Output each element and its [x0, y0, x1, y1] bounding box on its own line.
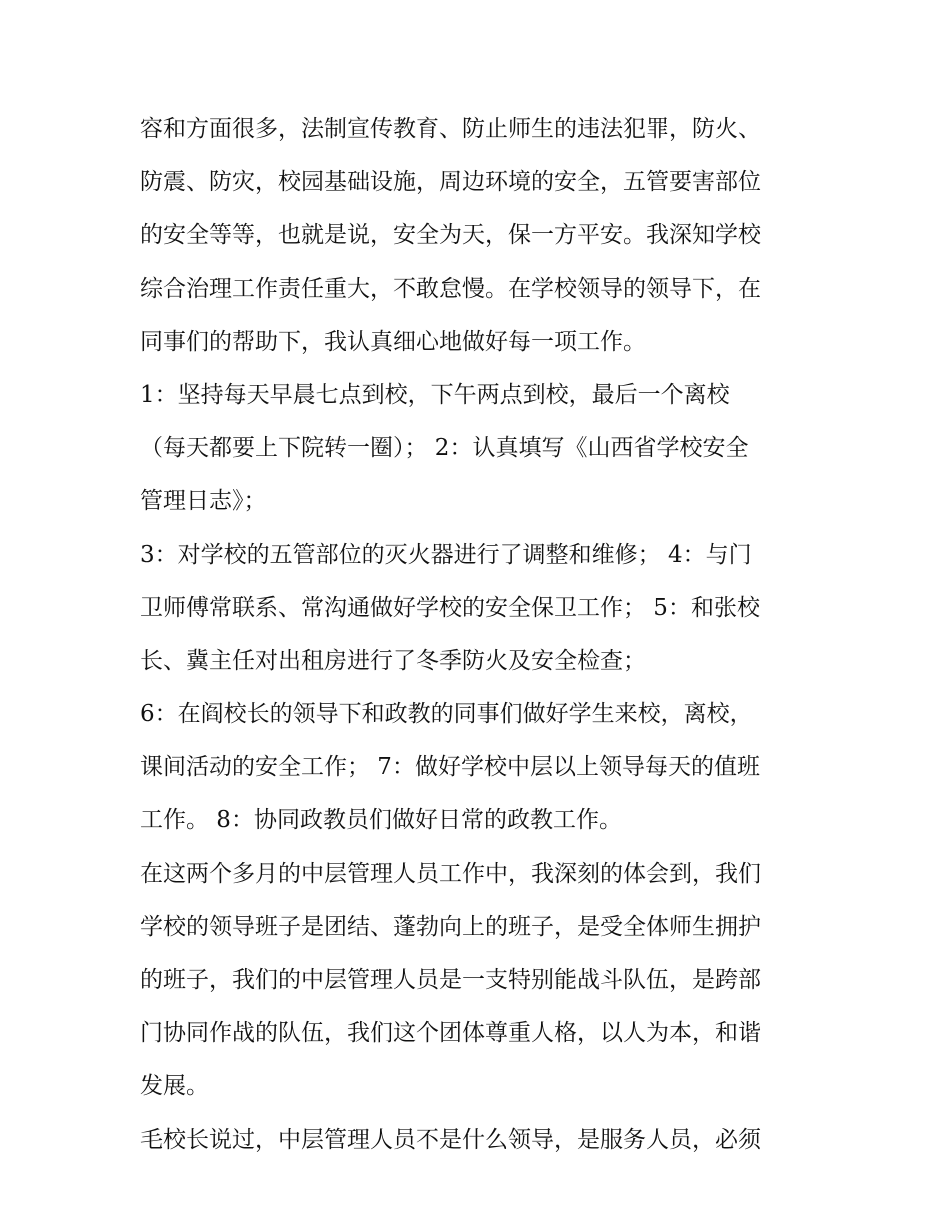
text-line: 工作。 8：协同政教员们做好日常的政教工作。 [140, 807, 622, 834]
text-line: 毛校长说过，中层管理人员不是什么领导，是服务人员，必须 [140, 1126, 761, 1153]
text-line: 的安全等等，也就是说，安全为天，保一方平安。我深知学校 [140, 222, 761, 249]
text-line: 管理日志》； [140, 488, 267, 515]
text-line: 的班子，我们的中层管理人员是一支特别能战斗队伍，是跨部 [140, 967, 761, 993]
text-line: 卫师傅常联系、常沟通做好学校的安全保卫工作； 5：和张校 [140, 594, 760, 621]
text-line: 学校的领导班子是团结、蓬勃向上的班子，是受全体师生拥护 [140, 913, 761, 940]
text-line: 长、冀主任对出租房进行了冬季防火及安全检查； [140, 647, 646, 674]
text-line: （每天都要上下院转一圈）； 2：认真填写《山西省学校安全 [140, 435, 749, 462]
text-line: 防震、防灾，校园基础设施，周边环境的安全，五管要害部位 [140, 169, 761, 196]
text-line: 容和方面很多，法制宣传教育、防止师生的违法犯罪，防火、 [140, 116, 761, 142]
text-line: 同事们的帮助下，我认真细心地做好每一项工作。 [140, 328, 646, 355]
text-line: 发展。 [140, 1073, 209, 1100]
text-line: 在这两个多月的中层管理人员工作中，我深刻的体会到，我们 [140, 860, 761, 887]
text-line: 1：坚持每天早晨七点到校，下午两点到校，最后一个离校 [140, 381, 730, 408]
text-line: 门协同作战的队伍，我们这个团体尊重人格，以人为本，和谐 [140, 1020, 761, 1047]
text-line: 课间活动的安全工作； 7：做好学校中层以上领导每天的值班 [140, 754, 760, 781]
text-line: 6：在阎校长的领导下和政教的同事们做好学生来校，离校， [140, 701, 753, 728]
text-line: 3：对学校的五管部位的灭火器进行了调整和维修； 4：与门 [140, 541, 752, 568]
document-body [140, 103, 830, 1167]
text-line: 综合治理工作责任重大，不敢怠慢。在学校领导的领导下，在 [140, 275, 761, 302]
